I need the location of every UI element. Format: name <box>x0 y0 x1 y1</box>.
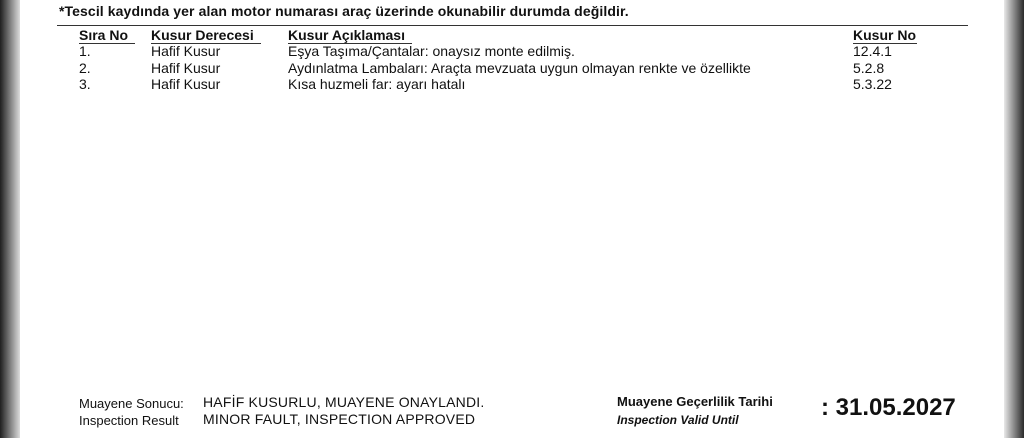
page-shadow-left <box>0 0 20 438</box>
validity-label-tr: Muayene Geçerlilik Tarihi <box>617 394 773 409</box>
row-2-degree: Hafif Kusur <box>151 60 221 76</box>
row-3-no: 3. <box>79 76 91 92</box>
header-sira-no: Sıra No <box>79 27 129 43</box>
result-value-tr: HAFİF KUSURLU, MUAYENE ONAYLANDI. <box>203 394 485 410</box>
row-3-code: 5.3.22 <box>853 76 892 92</box>
validity-date: : 31.05.2027 <box>821 394 956 421</box>
row-2-no: 2. <box>79 60 91 76</box>
row-2-code: 5.2.8 <box>853 60 885 76</box>
engine-number-notice: *Tescil kaydında yer alan motor numarası araç üzerinde okunabilir durumda değildir. <box>59 3 629 19</box>
header-kusur-no: Kusur No <box>853 27 916 43</box>
row-1-degree: Hafif Kusur <box>151 43 221 59</box>
page-shadow-right <box>1004 0 1024 438</box>
header-rule <box>57 25 968 26</box>
header-kusur-aciklamasi: Kusur Açıklaması <box>288 27 405 43</box>
row-1-no: 1. <box>79 43 91 59</box>
result-label-tr: Muayene Sonucu: <box>79 396 184 411</box>
row-2-description: Aydınlatma Lambaları: Araçta mevzuata uygun olmayan renkte ve özellikte <box>288 60 751 76</box>
row-3-description: Kısa huzmeli far: ayarı hatalı <box>288 76 466 92</box>
result-value-en: MINOR FAULT, INSPECTION APPROVED <box>203 411 476 427</box>
row-1-code: 12.4.1 <box>853 43 892 59</box>
result-label-en: Inspection Result <box>79 413 179 428</box>
row-3-degree: Hafif Kusur <box>151 76 221 92</box>
row-1-description: Eşya Taşıma/Çantalar: onaysız monte edilmiş. <box>288 43 575 59</box>
header-kusur-derecesi: Kusur Derecesi <box>151 27 254 43</box>
validity-label-en: Inspection Valid Until <box>617 413 739 427</box>
